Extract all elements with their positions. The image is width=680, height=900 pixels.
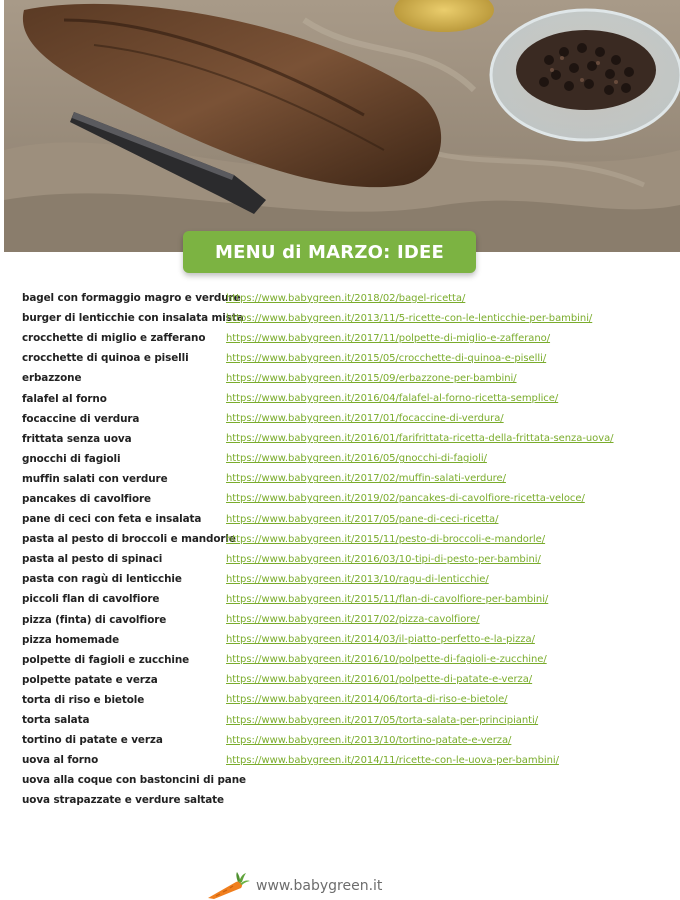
recipe-link[interactable]: https://www.babygreen.it/2016/05/gnocchi-di-fagioli/ bbox=[226, 453, 487, 465]
footer-site-url[interactable]: www.babygreen.it bbox=[256, 878, 383, 894]
dish-name: crocchette di miglio e zafferano bbox=[22, 332, 206, 345]
dish-name: pizza homemade bbox=[22, 633, 120, 646]
list-item bbox=[22, 630, 662, 650]
list-item bbox=[22, 529, 662, 549]
recipe-link[interactable]: https://www.babygreen.it/2017/01/focaccine-di-verdura/ bbox=[226, 413, 504, 425]
recipe-link[interactable]: https://www.babygreen.it/2016/04/falafel-al-forno-ricetta-semplice/ bbox=[226, 393, 559, 405]
recipe-link[interactable]: https://www.babygreen.it/2015/11/pesto-di-broccoli-e-mandorle/ bbox=[226, 533, 546, 545]
recipe-link[interactable]: https://www.babygreen.it/2019/02/pancakes-di-cavolfiore-ricetta-veloce/ bbox=[226, 493, 585, 505]
dish-name: focaccine di verdura bbox=[22, 412, 140, 425]
recipe-link[interactable]: https://www.babygreen.it/2016/10/polpette-di-fagioli-e-zucchine/ bbox=[226, 654, 547, 666]
dish-name: pasta al pesto di broccoli e mandorle bbox=[22, 533, 236, 546]
list-item bbox=[22, 368, 662, 388]
recipe-link[interactable]: https://www.babygreen.it/2017/05/torta-salata-per-principianti/ bbox=[226, 714, 539, 726]
dish-name: uova al forno bbox=[22, 754, 99, 767]
dish-name: muffin salati con verdure bbox=[22, 472, 168, 485]
dish-name: erbazzone bbox=[22, 372, 82, 385]
dish-name: uova strapazzate e verdure saltate bbox=[22, 794, 224, 807]
list-item bbox=[22, 750, 662, 770]
dish-name: falafel al forno bbox=[22, 392, 107, 405]
dish-name: polpette patate e verza bbox=[22, 673, 158, 686]
recipe-link[interactable]: https://www.babygreen.it/2017/11/polpette-di-miglio-e-zafferano/ bbox=[226, 332, 551, 344]
list-item bbox=[22, 348, 662, 368]
recipe-link[interactable]: https://www.babygreen.it/2014/06/torta-di-riso-e-bietole/ bbox=[226, 694, 508, 706]
dish-name: polpette di fagioli e zucchine bbox=[22, 653, 190, 666]
dish-name: burger di lenticchie con insalata mista bbox=[22, 312, 244, 325]
dish-name: pancakes di cavolfiore bbox=[22, 492, 151, 505]
recipe-link[interactable]: https://www.babygreen.it/2017/05/pane-di-ceci-ricetta/ bbox=[226, 513, 499, 525]
list-item bbox=[22, 388, 662, 408]
recipe-link[interactable]: https://www.babygreen.it/2016/03/10-tipi-di-pesto-per-bambini/ bbox=[226, 553, 541, 565]
list-item bbox=[22, 569, 662, 589]
list-item bbox=[22, 549, 662, 569]
dish-name: gnocchi di fagioli bbox=[22, 452, 121, 465]
list-item bbox=[22, 790, 662, 810]
list-item bbox=[22, 429, 662, 449]
recipe-link[interactable]: https://www.babygreen.it/2013/10/tortino-patate-e-verza/ bbox=[226, 734, 512, 746]
menu-title-banner bbox=[183, 231, 476, 273]
footer bbox=[206, 872, 382, 900]
page-title: MENU di MARZO: IDEE bbox=[214, 241, 445, 263]
recipe-link[interactable]: https://www.babygreen.it/2016/01/farifrittata-ricetta-della-frittata-senza-uova/ bbox=[226, 433, 614, 445]
list-item bbox=[22, 690, 662, 710]
carrot-icon bbox=[206, 872, 250, 900]
list-item bbox=[22, 589, 662, 609]
list-item bbox=[22, 770, 662, 790]
dish-name: torta salata bbox=[22, 714, 90, 727]
list-item bbox=[22, 730, 662, 750]
dish-name: crocchette di quinoa e piselli bbox=[22, 352, 189, 365]
dish-name: bagel con formaggio magro e verdure bbox=[22, 292, 241, 305]
list-item bbox=[22, 308, 662, 328]
recipe-link[interactable]: https://www.babygreen.it/2013/11/5-ricette-con-le-lenticchie-per-bambini/ bbox=[226, 312, 593, 324]
list-item bbox=[22, 610, 662, 630]
recipe-link[interactable]: https://www.babygreen.it/2015/09/erbazzone-per-bambini/ bbox=[226, 372, 517, 384]
list-item bbox=[22, 710, 662, 730]
dish-name: pane di ceci con feta e insalata bbox=[22, 513, 202, 526]
list-item bbox=[22, 449, 662, 469]
recipe-link[interactable]: https://www.babygreen.it/2016/01/polpette-di-patate-e-verza/ bbox=[226, 674, 533, 686]
recipe-link[interactable]: https://www.babygreen.it/2014/03/il-piatto-perfetto-e-la-pizza/ bbox=[226, 634, 535, 646]
recipe-link[interactable]: https://www.babygreen.it/2017/02/pizza-cavolfiore/ bbox=[226, 614, 480, 626]
recipe-link[interactable]: https://www.babygreen.it/2018/02/bagel-ricetta/ bbox=[226, 292, 466, 304]
recipe-link[interactable]: https://www.babygreen.it/2014/11/ricette-con-le-uova-per-bambini/ bbox=[226, 754, 559, 766]
list-item bbox=[22, 409, 662, 429]
menu-list bbox=[22, 288, 662, 810]
dish-name: pasta con ragù di lenticchie bbox=[22, 573, 182, 586]
list-item bbox=[22, 650, 662, 670]
dish-name: torta di riso e bietole bbox=[22, 693, 145, 706]
dish-name: pizza (finta) di cavolfiore bbox=[22, 613, 167, 626]
bread-still-life-image bbox=[4, 0, 680, 252]
recipe-link[interactable]: https://www.babygreen.it/2017/02/muffin-salati-verdure/ bbox=[226, 473, 506, 485]
header-photo bbox=[4, 0, 680, 252]
list-item bbox=[22, 489, 662, 509]
recipe-link[interactable]: https://www.babygreen.it/2015/11/flan-di-cavolfiore-per-bambini/ bbox=[226, 593, 549, 605]
dish-name: uova alla coque con bastoncini di pane bbox=[22, 774, 246, 787]
dish-name: pasta al pesto di spinaci bbox=[22, 553, 163, 566]
recipe-link[interactable]: https://www.babygreen.it/2013/10/ragu-di-lenticchie/ bbox=[226, 573, 489, 585]
list-item bbox=[22, 469, 662, 489]
recipe-link[interactable]: https://www.babygreen.it/2015/05/crocchette-di-quinoa-e-piselli/ bbox=[226, 352, 547, 364]
list-item bbox=[22, 288, 662, 308]
list-item bbox=[22, 509, 662, 529]
list-item bbox=[22, 670, 662, 690]
dish-name: piccoli flan di cavolfiore bbox=[22, 593, 160, 606]
dish-name: frittata senza uova bbox=[22, 432, 132, 445]
dish-name: tortino di patate e verza bbox=[22, 734, 163, 747]
list-item bbox=[22, 328, 662, 348]
